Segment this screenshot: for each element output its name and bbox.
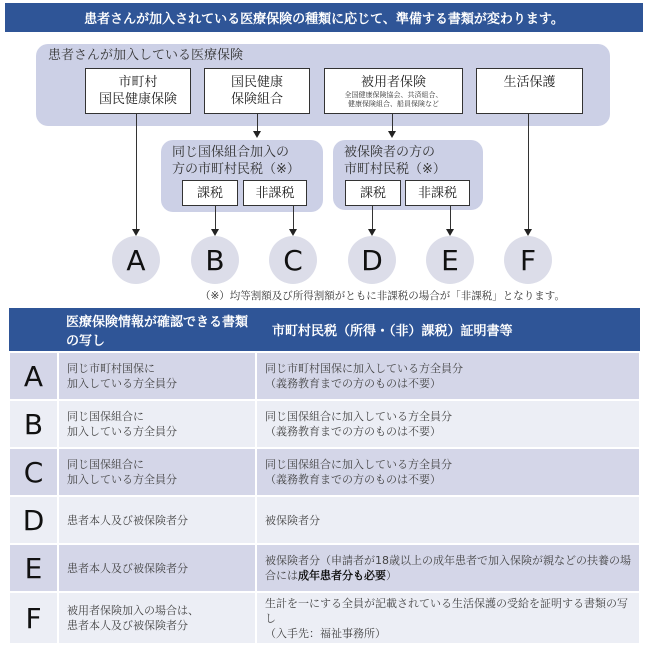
cell-line: 同じ国保組合に [67, 410, 144, 423]
row-letter: B [9, 400, 58, 448]
row-letter: F [9, 592, 58, 644]
header-blank [9, 308, 58, 352]
row-tax-doc [256, 448, 640, 496]
sub-panel-label [172, 144, 300, 178]
footnote: （※）均等割額及び所得割額がともに非課税の場合が「非課税」となります。 [200, 290, 565, 302]
box-subtext: 全国健康保険協会、共済組合、 [344, 90, 443, 99]
cell-line: 同じ市町村国保に [67, 362, 155, 375]
sub-panel-line: 方の市町村民税（※） [172, 162, 300, 177]
cell-text: 被保険者分（申請者が18歳以上の成年患者で加入保険が親などの扶養の場合には [265, 554, 631, 582]
row-insurance-doc: 患者本人及び被保険者分 [58, 544, 256, 592]
table-row [9, 352, 640, 400]
cell-line: （義務教育までの方のものは不要） [265, 377, 441, 390]
arrow-down-icon [289, 229, 297, 236]
arrow-down-icon [211, 229, 219, 236]
table-row [9, 448, 640, 496]
connector-line [392, 114, 393, 131]
circle-d: D [348, 236, 396, 284]
box-untaxed: 非課税 [243, 180, 307, 206]
row-letter: C [9, 448, 58, 496]
connector-line [528, 114, 529, 230]
connector-line [450, 206, 451, 230]
box-text: 生活保護 [503, 75, 556, 90]
box-subtext: 健康保険組合、船員保険など [348, 99, 439, 108]
row-insurance-doc [58, 448, 256, 496]
arrow-down-icon [388, 131, 396, 138]
box-welfare [476, 68, 583, 114]
cell-line: （義務教育までの方のものは不要） [265, 425, 441, 438]
cell-line: 同じ国保組合に加入している方全員分 [265, 458, 452, 471]
connector-line [257, 114, 258, 131]
sub-panel-label [344, 144, 446, 178]
box-text: 市町村 [118, 75, 158, 90]
connector-line [372, 206, 373, 230]
row-tax-doc [256, 544, 640, 592]
arrow-down-icon [446, 229, 454, 236]
insurance-panel-label: 患者さんが加入している医療保険 [48, 48, 244, 63]
box-taxed: 課税 [182, 180, 238, 206]
box-text: 国民健康保険 [98, 92, 177, 107]
cell-line: 加入している方全員分 [67, 473, 177, 486]
cell-line: 同じ国保組合に [67, 458, 144, 471]
cell-line: 加入している方全員分 [67, 425, 177, 438]
circle-c: C [269, 236, 317, 284]
header-col-insurance: 医療保険情報が確認できる書類の写し [58, 308, 256, 352]
sub-panel-line: 同じ国保組合加入の [172, 145, 290, 160]
row-tax-doc [256, 592, 640, 644]
documents-table [8, 308, 641, 645]
box-text: 国民健康 [230, 75, 283, 90]
row-tax-doc [256, 352, 640, 400]
row-letter: A [9, 352, 58, 400]
row-insurance-doc: 患者本人及び被保険者分 [58, 496, 256, 544]
arrow-down-icon [368, 229, 376, 236]
box-untaxed: 非課税 [405, 180, 470, 206]
row-letter: E [9, 544, 58, 592]
connector-line [293, 206, 294, 230]
cell-line: 患者本人及び被保険者分 [67, 619, 188, 632]
connector-line [215, 206, 216, 230]
row-insurance-doc [58, 400, 256, 448]
row-letter: D [9, 496, 58, 544]
box-text: 被用者保険 [360, 74, 426, 90]
box-nhi-union [204, 68, 310, 114]
box-text: 保険組合 [230, 92, 283, 107]
table-row [9, 496, 640, 544]
cell-line: 生計を一にする全員が記載されている生活保護の受給を証明する書類の写し [265, 596, 628, 625]
page-banner: 患者さんが加入されている医療保険の種類に応じて、準備する書類が変わります。 [5, 3, 643, 32]
box-employee-insurance [324, 68, 463, 114]
cell-line: （入手先：福祉事務所） [265, 626, 386, 640]
arrow-down-icon [132, 229, 140, 236]
circle-f: F [504, 236, 552, 284]
cell-line: （義務教育までの方のものは不要） [265, 473, 441, 486]
table-row [9, 592, 640, 644]
row-tax-doc [256, 400, 640, 448]
box-taxed: 課税 [345, 180, 401, 206]
row-insurance-doc [58, 352, 256, 400]
circle-e: E [426, 236, 474, 284]
table-row [9, 400, 640, 448]
sub-panel-line: 市町村民税（※） [344, 162, 446, 177]
connector-line [136, 114, 137, 230]
cell-bold-text: 成年患者分も必要 [298, 569, 386, 582]
cell-line: 同じ国保組合に加入している方全員分 [265, 410, 452, 423]
table-row [9, 544, 640, 592]
row-insurance-doc [58, 592, 256, 644]
row-tax-doc: 被保険者分 [256, 496, 640, 544]
arrow-down-icon [253, 131, 261, 138]
header-col-tax: 市町村民税（所得・（非）課税）証明書等 [256, 308, 640, 352]
cell-line: 同じ市町村国保に加入している方全員分 [265, 362, 463, 375]
cell-line: 加入している方全員分 [67, 377, 177, 390]
sub-panel-line: 被保険者の方の [344, 145, 436, 160]
circle-a: A [112, 236, 160, 284]
cell-text: ） [386, 569, 397, 582]
cell-line: 被用者保険加入の場合は、 [67, 604, 199, 617]
circle-b: B [191, 236, 239, 284]
box-municipal-nhi [85, 68, 191, 114]
arrow-down-icon [524, 229, 532, 236]
table-header [9, 308, 640, 352]
